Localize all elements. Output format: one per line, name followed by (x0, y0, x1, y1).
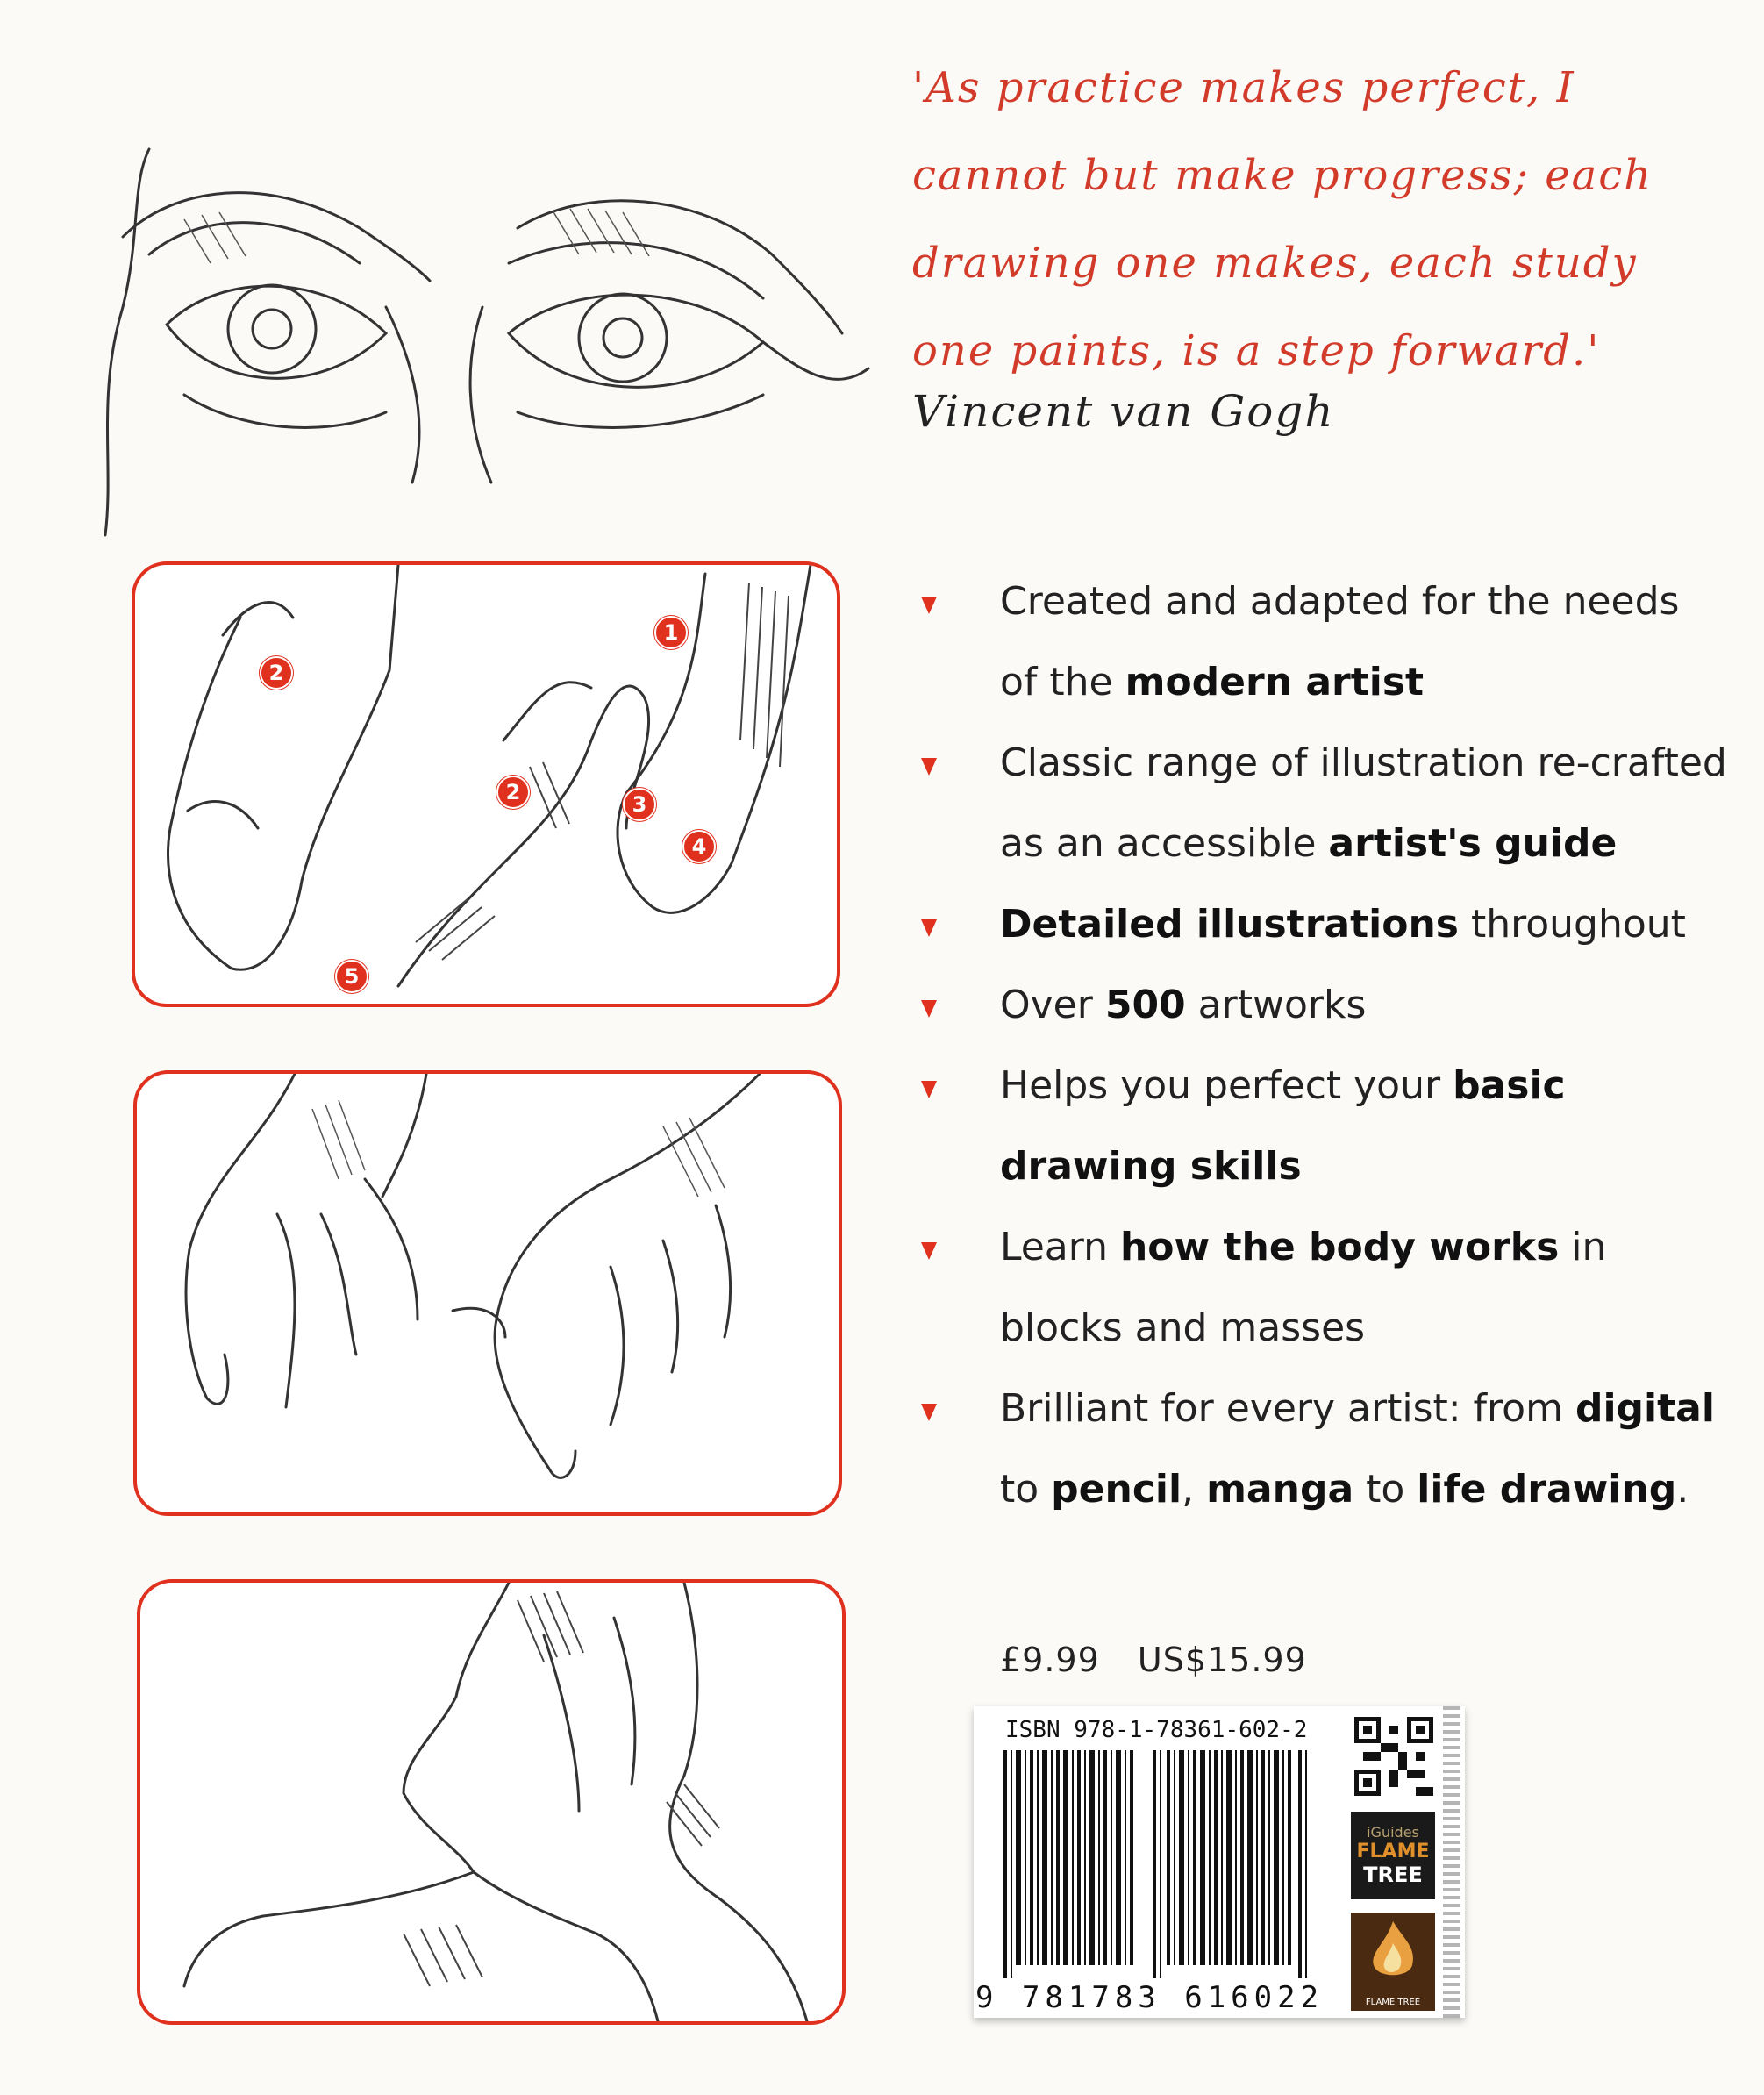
bullet-text: Classic range of illustration re-crafted as an accessible (1000, 740, 1727, 866)
bullet-text-bold: manga (1206, 1467, 1354, 1512)
bullet-text: Helps you perfect your (1000, 1063, 1453, 1108)
bullet-text: to (1353, 1467, 1418, 1512)
series-logo-line3: TREE (1363, 1863, 1423, 1887)
quote-block (912, 44, 1719, 395)
panel-hands-pair (133, 1070, 842, 1516)
bullet-text-bold: 500 (1104, 983, 1186, 1027)
bullet-text: , (1182, 1467, 1207, 1512)
price-line (1000, 1641, 1333, 1679)
callout-badge: 5 (335, 960, 368, 993)
bullet-text: throughout (1458, 902, 1686, 947)
quote-author: Vincent van Gogh (912, 386, 1335, 437)
publisher-logo-text: FLAME TREE (1365, 1998, 1421, 2007)
ean-digits: 9 781783 616022 (975, 1980, 1325, 2015)
quote-line: drawing one makes, each study (912, 239, 1638, 288)
hands-sketch-2 (137, 1074, 839, 1512)
callout-badge: 1 (654, 616, 688, 649)
bullet-text-bold: modern artist (1125, 660, 1425, 704)
bullet-text: in blocks and masses (1000, 1225, 1607, 1350)
quote-line: 'As practice makes perfect, I (912, 63, 1575, 112)
flame-tree-series-logo (1351, 1812, 1435, 1899)
quote-line: one paints, is a step forward.' (912, 326, 1601, 375)
quote-line: cannot but make progress; each (912, 151, 1653, 200)
bullet-text-bold: pencil (1051, 1467, 1182, 1512)
feature-bullet (921, 1046, 1728, 1207)
series-logo-line2: FLAME (1356, 1841, 1430, 1863)
bullet-text-bold: digital (1575, 1386, 1715, 1431)
feature-bullet (921, 1369, 1728, 1530)
bullet-arrow-icon (921, 597, 937, 614)
hands-sketch-1 (135, 565, 837, 1004)
callout-badge: 2 (260, 656, 293, 690)
price-usd: US$15.99 (1137, 1641, 1307, 1679)
feature-list (921, 561, 1728, 1530)
bullet-arrow-icon (921, 1081, 937, 1098)
price-gbp: £9.99 (1000, 1641, 1100, 1679)
neck-sketch (140, 1583, 842, 2021)
bullet-text: Created and adapted for the needs of the (1000, 579, 1680, 704)
bullet-arrow-icon (921, 1000, 937, 1018)
callout-badge: 3 (623, 788, 656, 821)
bullet-text: Brilliant for every artist: from (1000, 1386, 1575, 1431)
feature-bullet (921, 965, 1728, 1046)
bullet-text: Over (1000, 983, 1105, 1027)
bullet-text-bold: life drawing (1417, 1467, 1677, 1512)
flame-icon (1351, 1913, 1435, 1991)
bullet-arrow-icon (921, 758, 937, 776)
bullet-arrow-icon (921, 919, 937, 937)
bullet-text: artworks (1185, 983, 1367, 1027)
series-logo-line1: iGuides (1367, 1824, 1419, 1841)
card-edge-decoration (1443, 1706, 1460, 2018)
bullet-arrow-icon (921, 1242, 937, 1260)
bullet-text: Learn (1000, 1225, 1120, 1269)
qr-code (1354, 1717, 1433, 1796)
panel-hands-numbered (132, 561, 840, 1007)
bullet-text-bold: Detailed illustrations (1000, 902, 1459, 947)
bullet-text-bold: basic drawing skills (1000, 1063, 1566, 1189)
barcode (1003, 1750, 1319, 1978)
feature-bullet (921, 561, 1728, 723)
bullet-text: . (1676, 1467, 1689, 1512)
callout-badge: 2 (496, 776, 530, 809)
callout-badge: 4 (682, 830, 716, 863)
eyes-sketch (96, 132, 886, 544)
feature-bullet (921, 884, 1728, 965)
panel-neck-shoulder (137, 1579, 846, 2025)
bullet-text: to (1000, 1467, 1052, 1512)
bullet-text-bold: how the body works (1119, 1225, 1560, 1269)
isbn-text: ISBN 978-1-78361-602-2 (1005, 1717, 1308, 1743)
barcode-card (974, 1706, 1465, 2018)
bullet-text-bold: artist's guide (1328, 821, 1618, 866)
publisher-logo (1351, 1913, 1435, 2011)
feature-bullet (921, 723, 1728, 884)
bullet-arrow-icon (921, 1404, 937, 1421)
feature-bullet (921, 1207, 1728, 1369)
